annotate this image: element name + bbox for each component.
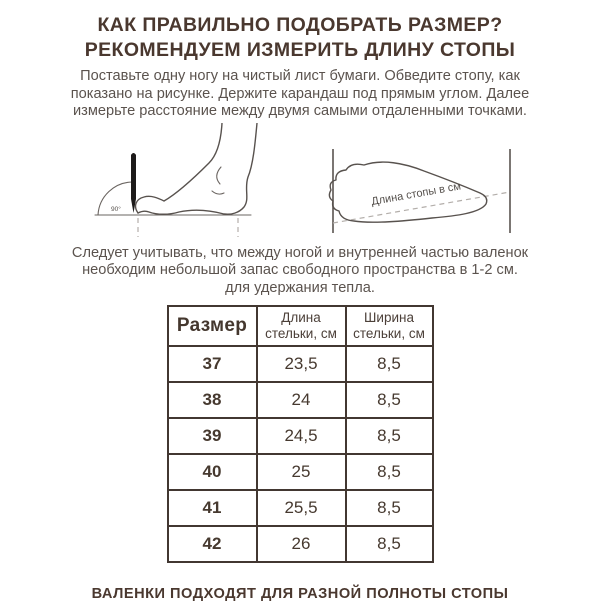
insole-length-value: 26: [257, 526, 346, 562]
footer-note: ВАЛЕНКИ ПОДХОДЯТ ДЛЯ РАЗНОЙ ПОЛНОТЫ СТОПЫ: [91, 585, 509, 602]
insole-width-value: 8,5: [346, 418, 433, 454]
header-size: Размер: [168, 306, 257, 346]
insole-length-value: 25: [257, 454, 346, 490]
insole-width-value: 8,5: [346, 490, 433, 526]
intro-paragraph: [0, 68, 600, 121]
size-value: 41: [168, 490, 257, 526]
size-value: 39: [168, 418, 257, 454]
size-value: 38: [168, 382, 257, 418]
foot-bottom-outline: [138, 123, 257, 214]
paragraph-line: показано на рисунке. Держите карандаш под прямым углом. Далее: [70, 85, 530, 102]
table-header-row: [168, 306, 433, 346]
table-row: [168, 454, 433, 490]
size-value: 42: [168, 526, 257, 562]
page-title-line1: КАК ПРАВИЛЬНО ПОДОБРАТЬ РАЗМЕР?: [97, 14, 503, 36]
measurement-figures: [0, 123, 600, 239]
insole-width-value: 8,5: [346, 454, 433, 490]
size-value: 37: [168, 346, 257, 382]
ankle-mark-small: [212, 191, 224, 194]
table-row: [168, 490, 433, 526]
size-value: 40: [168, 454, 257, 490]
foot-outline-figure: [324, 145, 519, 237]
paragraph-line: измерьте расстояние между двумя самыми отдаленными точками.: [73, 103, 527, 120]
angle-label: 90°: [111, 205, 121, 213]
paragraph-line: необходим небольшой запас свободного пространства в 1-2 см.: [82, 262, 518, 279]
insole-length-value: 25,5: [257, 490, 346, 526]
table-row: [168, 526, 433, 562]
insole-width-value: 8,5: [346, 382, 433, 418]
note-paragraph: [0, 245, 600, 298]
header-insole-length: Длина стельки, см: [257, 306, 346, 346]
insole-width-value: 8,5: [346, 346, 433, 382]
page-title-line2: РЕКОМЕНДУЕМ ИЗМЕРИТЬ ДЛИНУ СТОПЫ: [84, 38, 516, 61]
foot-side-view-figure: [81, 123, 296, 239]
foot-length-label: Длина стопы в см: [370, 180, 462, 208]
table-row: [168, 346, 433, 382]
table-row: [168, 418, 433, 454]
insole-length-value: 24: [257, 382, 346, 418]
insole-length-value: 23,5: [257, 346, 346, 382]
page-title: [0, 13, 600, 62]
size-table: [167, 305, 434, 563]
insole-length-value: 24,5: [257, 418, 346, 454]
insole-width-value: 8,5: [346, 526, 433, 562]
table-row: [168, 382, 433, 418]
paragraph-line: для удержания тепла.: [225, 279, 375, 296]
header-insole-width: Ширина стельки, см: [346, 306, 433, 346]
ankle-mark: [217, 167, 221, 184]
paragraph-line: Поставьте одну ногу на чистый лист бумаги. Обведите стопу, как: [80, 68, 520, 84]
foot-top-outline: [136, 123, 222, 213]
paragraph-line: Следует учитывать, что между ногой и внутренней частью валенок: [71, 244, 529, 261]
